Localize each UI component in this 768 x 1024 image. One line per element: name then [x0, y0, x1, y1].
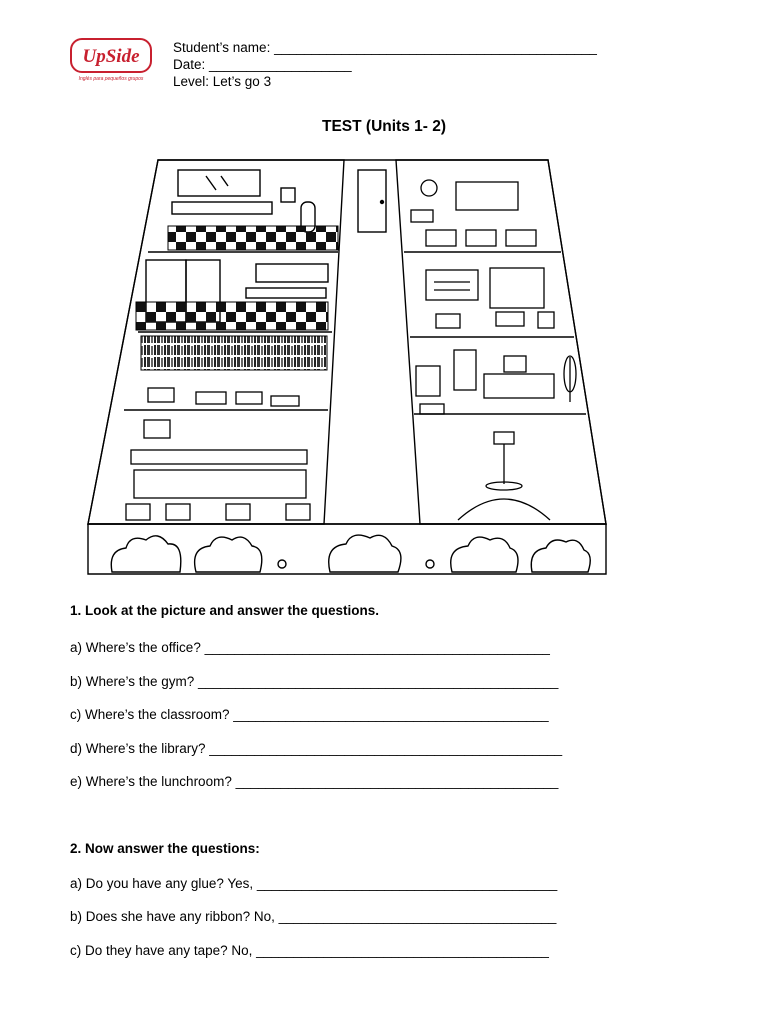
- student-name-line: Student’s name: ___________________________________________: [173, 40, 597, 55]
- question-library: d) Where’s the library? _______________________________________________: [70, 741, 563, 756]
- question-gym: b) Where’s the gym? ________________________________________________: [70, 674, 559, 689]
- date-line: Date: ___________________: [173, 57, 352, 72]
- question-office: a) Where’s the office? ______________________________________________: [70, 640, 550, 655]
- question-lunchroom: e) Where’s the lunchroom? ___________________________________________: [70, 774, 559, 789]
- logo-brand-text: UpSide: [82, 46, 140, 67]
- logo-tagline: Inglés para pequeños grupos: [78, 76, 144, 82]
- section2-heading: 2. Now answer the questions:: [70, 841, 260, 856]
- level-line: Level: Let’s go 3: [173, 74, 272, 89]
- test-title: TEST (Units 1- 2): [321, 118, 446, 135]
- question-glue: a) Do you have any glue? Yes, ________________________________________: [70, 876, 558, 891]
- upside-logo: [70, 38, 152, 82]
- question-classroom: c) Where’s the classroom? __________________________________________: [70, 707, 549, 722]
- school-floorplan-illustration: [86, 152, 616, 584]
- section1-heading: 1. Look at the picture and answer the questions.: [70, 603, 380, 618]
- question-ribbon: b) Does she have any ribbon? No, _____________________________________: [70, 909, 557, 924]
- question-tape: c) Do they have any tape? No, _______________________________________: [70, 943, 549, 958]
